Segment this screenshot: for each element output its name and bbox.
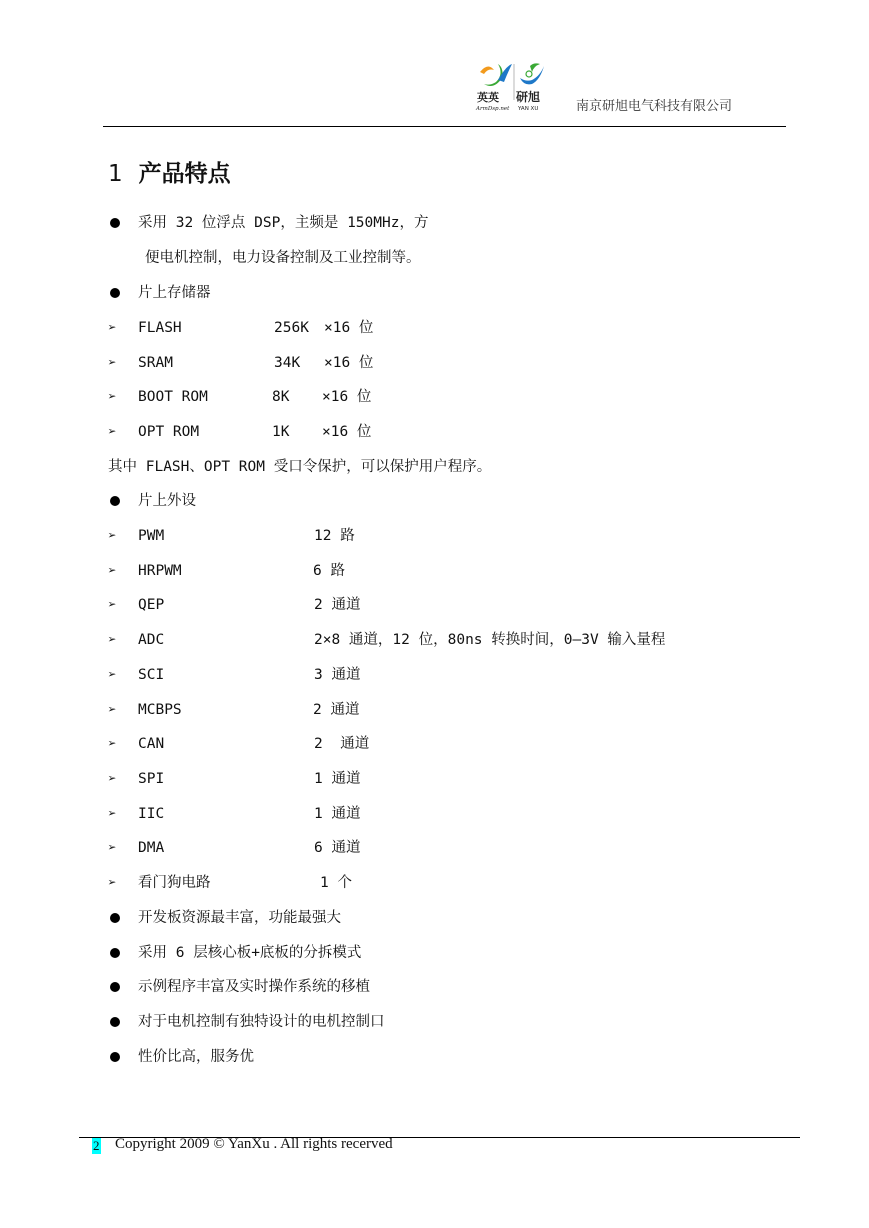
company-name: 南京研旭电气科技有限公司: [576, 99, 733, 114]
arrow-bullet-icon: ➢: [108, 667, 117, 683]
logo-graphic: [474, 60, 554, 116]
arrow-bullet-icon: ➢: [108, 597, 117, 613]
arrow-bullet-icon: ➢: [108, 875, 117, 891]
arrow-bullet-icon: ➢: [108, 806, 117, 822]
svg-text:YAN XU: YAN XU: [518, 106, 539, 112]
arrow-bullet-icon: ➢: [108, 736, 117, 752]
page-number: 2: [93, 1138, 100, 1153]
arrow-bullet-icon: ➢: [108, 424, 117, 440]
arrow-bullet-icon: ➢: [108, 320, 117, 336]
arrow-bullet-icon: ➢: [108, 563, 117, 579]
arrow-bullet-icon: ➢: [108, 840, 117, 856]
arrow-bullet-icon: ➢: [108, 355, 117, 371]
header-divider: [103, 126, 786, 127]
svg-text:英英: 英英: [477, 91, 499, 104]
arrow-bullet-icon: ➢: [108, 632, 117, 648]
company-logo: [474, 60, 554, 116]
section-number: 1: [108, 161, 123, 187]
svg-text:研旭: 研旭: [516, 90, 541, 104]
arrow-bullet-icon: ➢: [108, 771, 117, 787]
copyright-text: Copyright 2009 © YanXu . All rights recerved: [115, 1136, 393, 1152]
arrow-bullet-icon: ➢: [108, 389, 117, 405]
arrow-bullet-icon: ➢: [108, 528, 117, 544]
arrow-bullet-icon: ➢: [108, 702, 117, 718]
svg-text:ArmDsp.net: ArmDsp.net: [476, 106, 510, 112]
section-title: 产品特点: [138, 161, 231, 187]
section-heading: [108, 155, 231, 188]
